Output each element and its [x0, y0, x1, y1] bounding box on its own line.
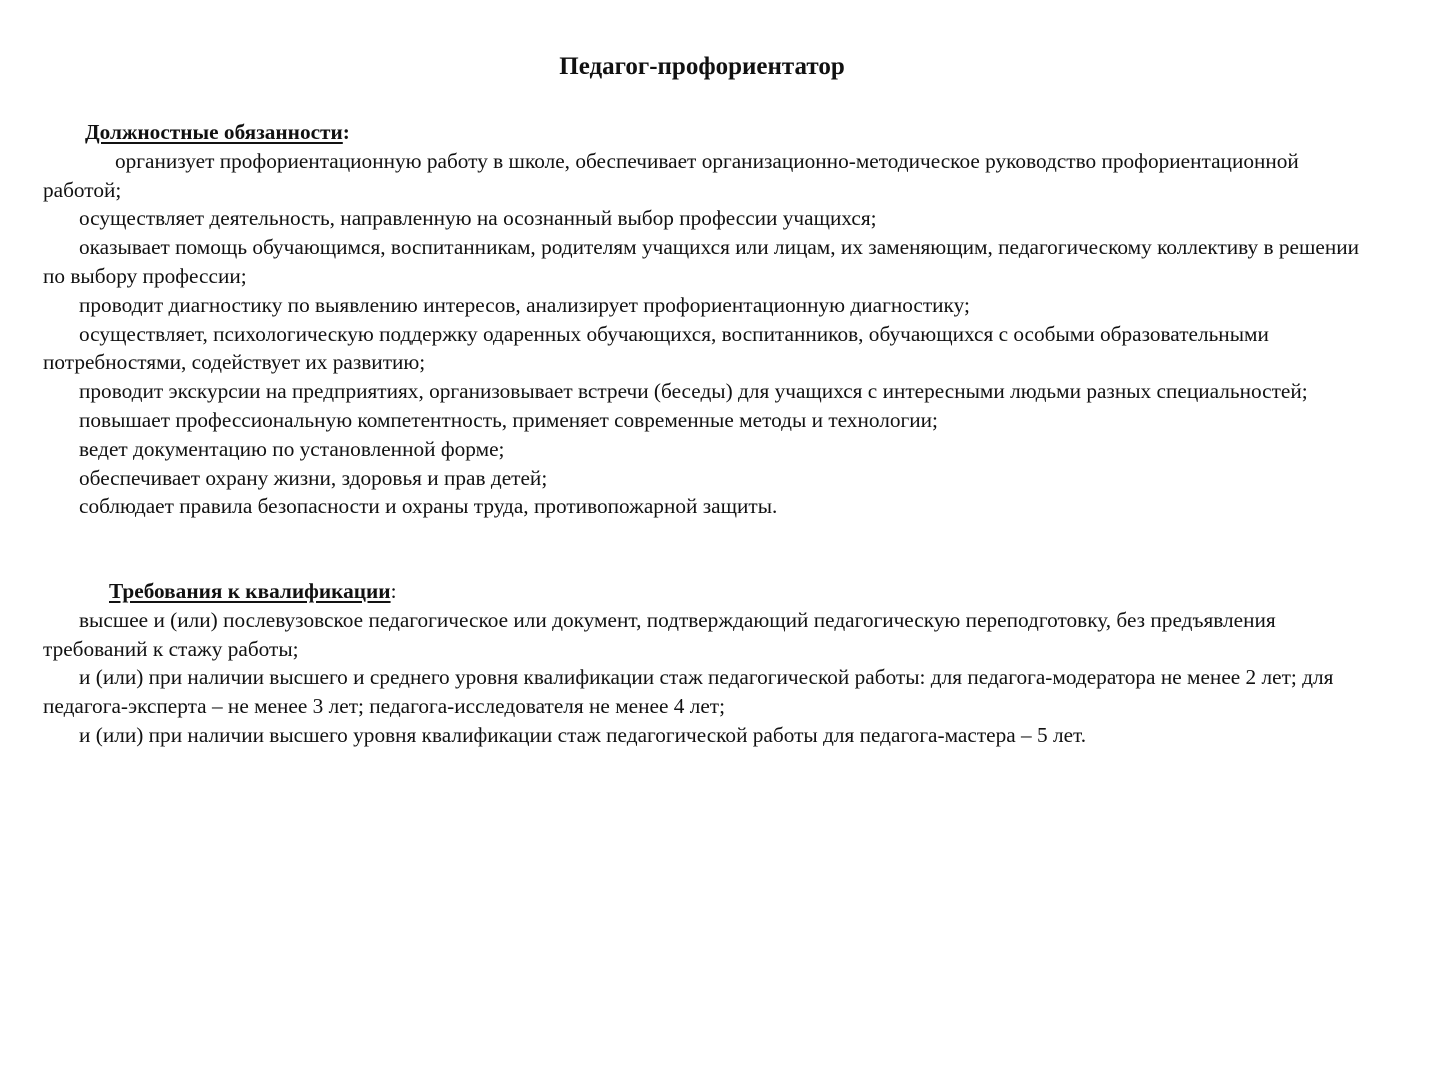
duties-heading [43, 118, 1363, 147]
page-title: Педагог-профориентатор [559, 53, 845, 80]
requirements-heading-colon: : [390, 579, 397, 603]
duty-item: организует профориентационную работу в школе, обеспечивает организационно-методическое руководство профориентационной работой; [43, 148, 1299, 202]
duty-item: проводит диагностику по выявлению интересов, анализирует профориентационную диагностику; [79, 292, 970, 317]
duty-item: ведет документацию по установленной форме; [79, 436, 505, 461]
requirements-heading-text: Требования к квалификации [109, 579, 391, 603]
duties-heading-colon: : [342, 120, 350, 144]
requirement-item: и (или) при наличии высшего и среднего уровня квалификации стаж педагогической работы: для педагога-модератора не менее 2 лет; для педагога-эксперта – не менее 3 лет; педагога-исследователя не менее 4 лет; [43, 665, 1334, 719]
duties-heading-text: Должностные обязанности [85, 120, 343, 144]
duty-item: повышает профессиональную компетентность, применяет современные методы и технологии; [79, 407, 938, 432]
requirement-item: высшее и (или) послевузовское педагогическое или документ, подтверждающий педагогическую переподготовку, без предъявления требований к стажу работы; [43, 607, 1276, 661]
duty-item: соблюдает правила безопасности и охраны труда, противопожарной защиты. [79, 494, 778, 519]
duty-item: проводит экскурсии на предприятиях, организовывает встречи (беседы) для учащихся с интересными людьми разных специальностей; [79, 379, 1308, 404]
requirements-section [43, 577, 1363, 750]
duty-item: обеспечивает охрану жизни, здоровья и прав детей; [79, 465, 548, 490]
duty-item: осуществляет деятельность, направленную на осознанный выбор профессии учащихся; [79, 206, 877, 231]
duties-section [43, 118, 1363, 521]
requirement-item: и (или) при наличии высшего уровня квалификации стаж педагогической работы для педагога-мастера – 5 лет. [79, 722, 1087, 747]
duty-item: осуществляет, психологическую поддержку одаренных обучающихся, воспитанников, обучающихся с особыми образовательными потребностями, содействует их развитию; [43, 321, 1269, 375]
requirements-heading [43, 577, 1363, 606]
duty-item: оказывает помощь обучающимся, воспитанникам, родителям учащихся или лицам, их заменяющим, педагогическому коллективу в решении по выбору профессии; [43, 235, 1360, 288]
